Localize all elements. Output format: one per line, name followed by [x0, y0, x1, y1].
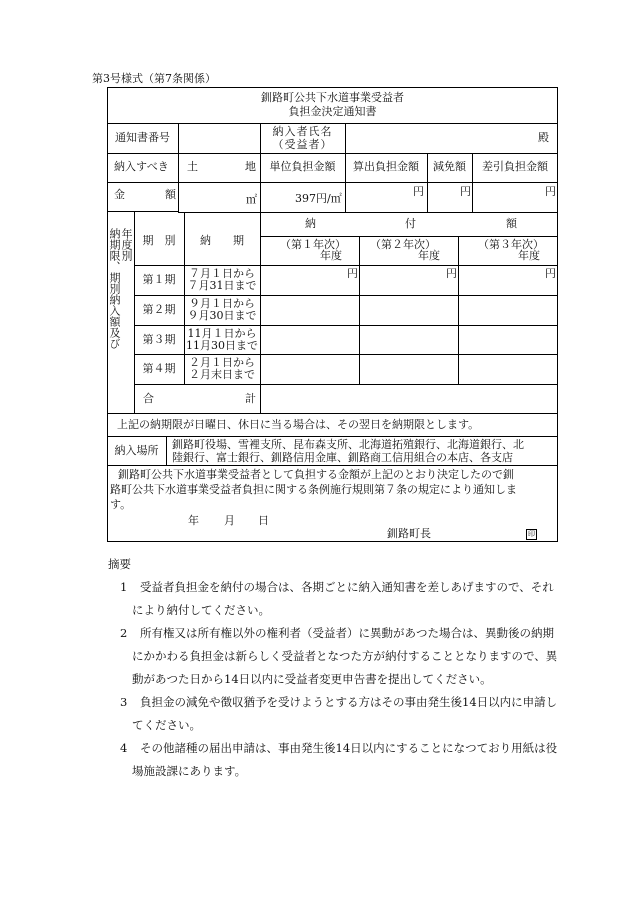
fiscal-year-2: 年度 [418, 249, 440, 262]
rule [178, 153, 179, 213]
rule [345, 123, 346, 153]
summary-item [108, 576, 578, 622]
rule [178, 212, 558, 213]
summary-item [108, 622, 578, 691]
rule [260, 153, 261, 413]
year-3-label: （第３年次） [478, 238, 544, 251]
deadline-header: 納 期 [200, 234, 244, 247]
summary-item-number: 1 [120, 580, 128, 594]
summary-item [108, 737, 578, 783]
date-day: 日 [258, 514, 269, 527]
rule [134, 325, 558, 326]
payment-header-3: 額 [506, 217, 517, 230]
yen-mark: 円 [413, 185, 424, 198]
form-label: 第3号様式（第7条関係） [92, 72, 216, 85]
summary-item-line: てください。 [132, 718, 201, 732]
issuer: 釧路町長 [387, 527, 431, 540]
year-2-label: （第２年次） [370, 238, 436, 251]
summary-item-number: 4 [120, 741, 128, 755]
amount-label-2a: 金 [114, 188, 125, 201]
summary-item-line: 動があつた日から14日以内に受益者変更申告書を提出してください。 [132, 672, 492, 686]
total-label-b: 計 [245, 392, 256, 405]
rule [134, 265, 558, 266]
rule [260, 236, 558, 237]
deadline-3-from: 11月１日から [187, 327, 257, 340]
period-4: 第４期 [142, 362, 176, 375]
schedule-side-label-a: 年度別 [120, 228, 133, 261]
notice-number-label: 通知書番号 [115, 131, 170, 144]
rule [107, 123, 558, 124]
amount-label-1: 納入すべき [114, 160, 169, 173]
summary-item-line: 負担金の減免や徴収猶予を受けようとする方はその事由発生後14日以内に申請し [140, 695, 558, 709]
summary-item [108, 691, 578, 737]
fiscal-year-1: 年度 [320, 249, 342, 262]
payer-label-sub: （受益者） [272, 138, 333, 151]
rule [458, 236, 459, 384]
rule [134, 295, 558, 296]
calc-amount-header: 算出負担金額 [353, 160, 419, 173]
date-year: 年 [188, 514, 199, 527]
rule [178, 123, 179, 153]
notice-text-line-1: 釧路町公共下水道事業受益者として負担する金額が上記のとおり決定したので釧 [118, 468, 514, 481]
payment-place-line-2: 陸銀行、富士銀行、釧路信用金庫、釧路商工信用組合の本店、各支店 [172, 451, 513, 464]
yen-mark: 円 [545, 267, 556, 280]
unit-price-value: 397円/㎡ [295, 192, 342, 205]
notice-text-line-3: す。 [110, 498, 132, 511]
land-label-2: 地 [245, 160, 256, 173]
rule [166, 436, 167, 465]
summary-item-number: 2 [120, 626, 128, 640]
summary-item-line: により納付してください。 [132, 603, 270, 617]
honorific: 殿 [538, 131, 549, 144]
fiscal-year-3: 年度 [518, 249, 540, 262]
rule [107, 465, 558, 466]
net-amount-header: 差引負担金額 [482, 160, 548, 173]
deadline-2-to: ９月30日まで [187, 309, 257, 322]
title-line-1: 釧路町公共下水道事業受益者 [261, 91, 404, 104]
amount-label-2b: 額 [165, 188, 176, 201]
rule [107, 413, 558, 414]
yen-mark: 円 [545, 185, 556, 198]
rule [107, 182, 558, 183]
land-label: 土 [187, 160, 198, 173]
summary-item-line: 場施設課にあります。 [132, 764, 247, 778]
seal-mark: 印 [528, 530, 535, 538]
title-line-2: 負担金決定通知書 [288, 105, 377, 118]
rule [107, 436, 558, 437]
year-1-label: （第１年次） [280, 238, 346, 251]
unit-price-header: 単位負担金額 [269, 160, 336, 173]
holiday-note: 上記の納期限が日曜日、休日に当る場合は、その翌日を納期限とします。 [117, 418, 480, 431]
deadline-2-from: ９月１日から [189, 297, 255, 310]
deadline-4-to: ２月末日まで [189, 368, 255, 381]
deadline-4-from: ２月１日から [189, 356, 255, 369]
payment-place-label: 納入場所 [114, 444, 159, 457]
yen-mark: 円 [460, 185, 471, 198]
summary-section [108, 553, 578, 783]
period-1: 第１期 [142, 273, 176, 286]
total-label-a: 合 [143, 392, 154, 405]
summary-item-line: 受益者負担金を納付の場合は、各期ごとに納入通知書を差しあげますので、それ [140, 580, 554, 594]
summary-item-line: その他諸種の届出申請は、事由発生後14日以内にすることになつており用紙は役 [140, 741, 558, 755]
summary-item-number: 3 [120, 695, 128, 709]
yen-mark: 円 [347, 267, 358, 280]
schedule-side-label-b: 納期限、期別納入額及び [108, 228, 121, 349]
deadline-1-to: ７月31日まで [187, 279, 257, 292]
summary-heading: 摘要 [108, 557, 131, 571]
rule [107, 211, 179, 212]
yen-mark: 円 [446, 267, 457, 280]
rule [134, 354, 558, 355]
period-3: 第３期 [142, 333, 176, 346]
payment-header-1: 納 [305, 217, 316, 230]
deadline-1-from: ７月１日から [189, 267, 255, 280]
payment-place-line-1: 釧路町役場、雪裡支所、昆布森支所、北海道拓殖銀行、北海道銀行、北 [172, 438, 524, 451]
rule [134, 384, 558, 385]
rule [107, 153, 558, 154]
reduction-header: 減免額 [433, 160, 466, 173]
date-month: 月 [224, 514, 235, 527]
summary-item-line: にかかわる負担金は新らしく受益者となつた方が納付することとなりますので、異 [132, 649, 558, 663]
period-2: 第２期 [142, 303, 176, 316]
notice-text-line-2: 路町公共下水道事業受益者負担に関する条例施行規則第７条の規定により通知しま [110, 483, 517, 496]
payer-label: 納入者氏名 [272, 125, 333, 138]
area-unit: ㎡ [246, 193, 257, 206]
rule [359, 236, 360, 384]
payment-header-2: 付 [405, 217, 416, 230]
deadline-3-to: 11月30日まで [186, 339, 258, 352]
summary-item-line: 所有権又は所有権以外の権利者（受益者）に異動があつた場合は、異動後の納期 [140, 626, 554, 640]
period-header: 期 別 [142, 234, 176, 247]
